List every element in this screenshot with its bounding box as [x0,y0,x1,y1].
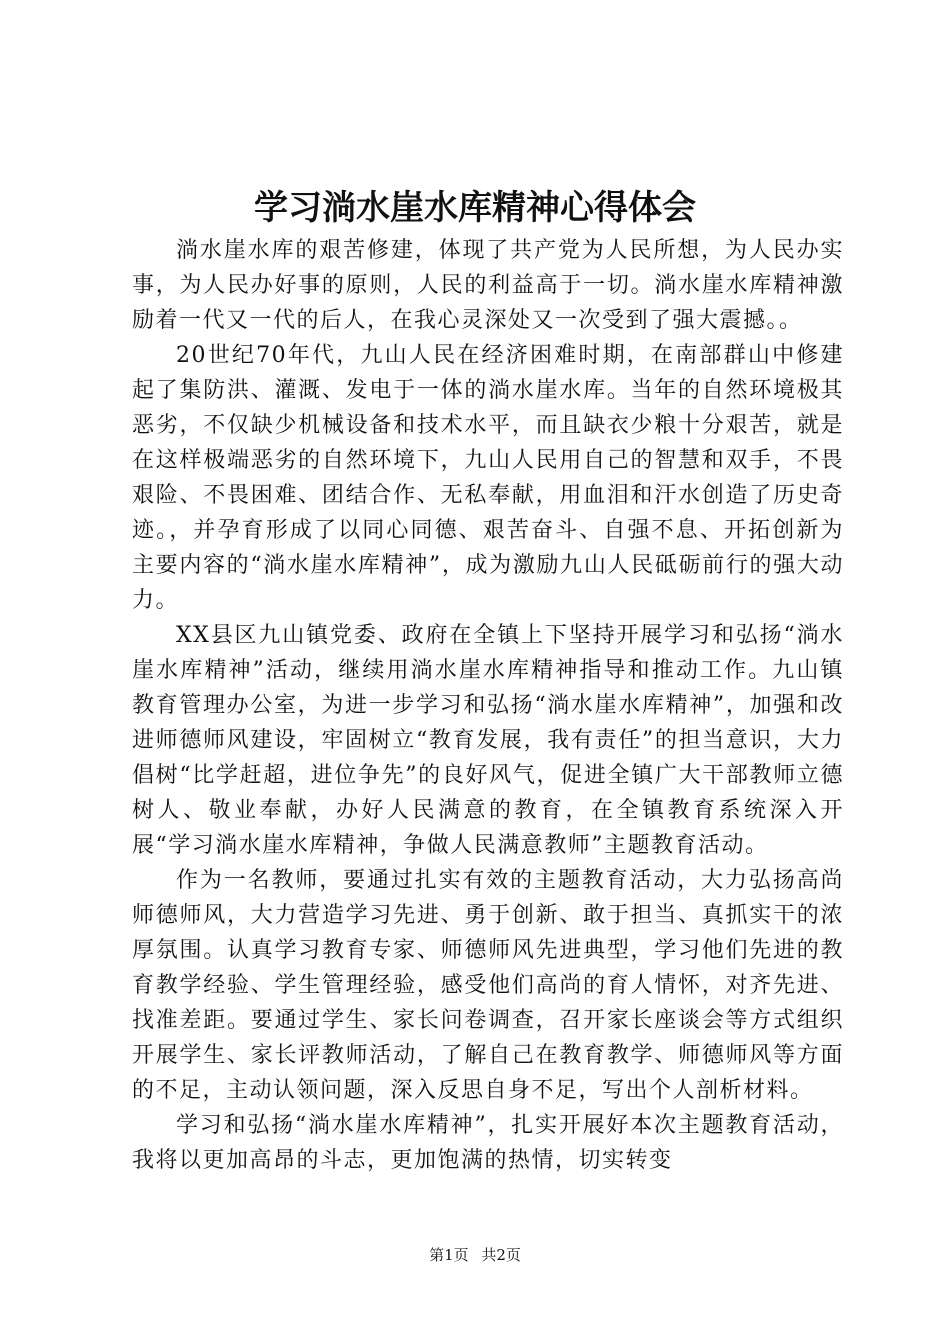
document-title: 学习淌水崖水库精神心得体会 [254,188,696,228]
page-footer [0,1245,950,1265]
paragraph-5: 学习和弘扬“淌水崖水库精神”，扎实开展好本次主题教育活动，我将以更加高昂的斗志，更加饱满的热情，切实转变 [132,1113,844,1173]
page-total: 共2页 [481,1246,521,1264]
paragraph-1: 淌水崖水库的艰苦修建，体现了共产党为人民所想，为人民办实事，为人民办好事的原则，人民的利益高于一切。淌水崖水库精神激励着一代又一代的后人，在我心灵深处又一次受到了强大震撼。。 [132,238,844,333]
page-number: 第1页 [429,1246,469,1264]
paragraph-2: 20世纪70年代，九山人民在经济困难时期，在南部群山中修建起了集防洪、灌溉、发电于一体的淌水崖水库。当年的自然环境极其恶劣，不仅缺少机械设备和技术水平，而且缺衣少粮十分艰苦，就是在这样极端恶劣的自然环境下，九山人民用自己的智慧和双手，不畏艰险、不畏困难、团结合作、无私奉献，用血泪和汗水创造了历史奇迹。，并孕育形成了以同心同德、艰苦奋斗、自强不息、开拓创新为主要内容的“淌水崖水库精神”，成为激励九山人民砥砺前行的强大动力。 [132,343,844,613]
paragraph-3: XX县区九山镇党委、政府在全镇上下坚持开展学习和弘扬“淌水崖水库精神”活动，继续用淌水崖水库精神指导和推动工作。九山镇教育管理办公室，为进一步学习和弘扬“淌水崖水库精神”，加强和改进师德师风建设，牢固树立“教育发展，我有责任”的担当意识，大力倡树“比学赶超，进位争先”的良好风气，促进全镇广大干部教师立德树人、敬业奉献，办好人民满意的教育，在全镇教育系统深入开展“学习淌水崖水库精神，争做人民满意教师”主题教育活动。 [132,623,844,858]
paragraph-4: 作为一名教师，要通过扎实有效的主题教育活动，大力弘扬高尚师德师风，大力营造学习先进、勇于创新、敢于担当、真抓实干的浓厚氛围。认真学习教育专家、师德师风先进典型，学习他们先进的教育教学经验、学生管理经验，感受他们高尚的育人情怀，对齐先进、找准差距。要通过学生、家长问卷调查，召开家长座谈会等方式组织开展学生、家长评教师活动，了解自己在教育教学、师德师风等方面的不足，主动认领问题，深入反思自身不足，写出个人剖析材料。 [132,868,844,1103]
document-body [132,233,844,1178]
